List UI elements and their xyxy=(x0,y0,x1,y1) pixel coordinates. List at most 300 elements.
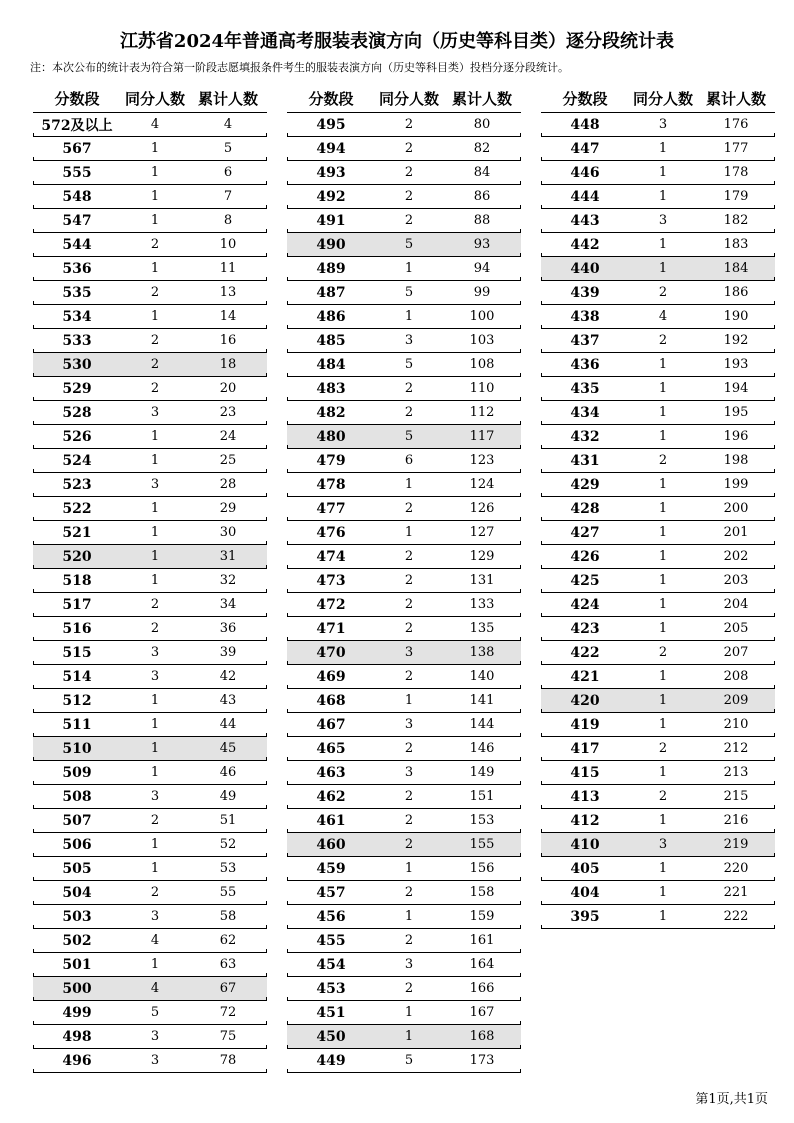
score-cell: 438 xyxy=(570,308,600,325)
same-count-cell: 1 xyxy=(404,1005,414,1020)
cumulative-cell: 7 xyxy=(223,189,233,204)
table-row xyxy=(33,161,267,185)
table-row xyxy=(541,353,775,377)
score-cell: 405 xyxy=(570,860,600,877)
score-cell: 455 xyxy=(316,932,346,949)
same-count-cell: 1 xyxy=(404,861,414,876)
cumulative-cell: 51 xyxy=(219,813,237,828)
same-count-cell: 2 xyxy=(404,813,414,828)
cumulative-cell: 14 xyxy=(219,309,237,324)
table-column-3 xyxy=(541,84,775,929)
same-count-cell: 1 xyxy=(150,837,160,852)
score-cell: 461 xyxy=(316,812,346,829)
same-count-cell: 1 xyxy=(404,309,414,324)
cumulative-cell: 183 xyxy=(723,237,749,252)
same-count-cell: 1 xyxy=(658,189,668,204)
score-cell: 440 xyxy=(570,260,600,277)
cumulative-cell: 186 xyxy=(723,285,749,300)
cumulative-cell: 124 xyxy=(469,477,495,492)
cumulative-cell: 178 xyxy=(723,165,749,180)
score-cell: 526 xyxy=(62,428,92,445)
same-count-cell: 1 xyxy=(150,189,160,204)
same-count-cell: 2 xyxy=(404,381,414,396)
table-row xyxy=(33,737,267,761)
same-count-cell: 1 xyxy=(658,405,668,420)
table-row xyxy=(541,137,775,161)
score-cell: 431 xyxy=(570,452,600,469)
cumulative-cell: 6 xyxy=(223,165,233,180)
score-cell: 510 xyxy=(62,740,92,757)
cumulative-cell: 110 xyxy=(469,381,495,396)
score-cell: 439 xyxy=(570,284,600,301)
score-cell: 435 xyxy=(570,380,600,397)
cumulative-cell: 177 xyxy=(723,141,749,156)
table-row xyxy=(33,641,267,665)
cumulative-cell: 141 xyxy=(469,693,495,708)
cumulative-cell: 219 xyxy=(723,837,749,852)
cumulative-cell: 100 xyxy=(469,309,495,324)
cumulative-cell: 39 xyxy=(219,645,237,660)
score-cell: 508 xyxy=(62,788,92,805)
same-count-cell: 2 xyxy=(150,597,160,612)
score-cell: 544 xyxy=(62,236,92,253)
same-count-cell: 1 xyxy=(658,525,668,540)
cumulative-cell: 108 xyxy=(469,357,495,372)
table-row xyxy=(541,737,775,761)
table-row xyxy=(287,1001,521,1025)
header-cumulative: 累计人数 xyxy=(451,89,512,108)
score-cell: 456 xyxy=(316,908,346,925)
cumulative-cell: 78 xyxy=(219,1053,237,1068)
score-cell: 479 xyxy=(316,452,346,469)
table-row xyxy=(33,377,267,401)
cumulative-cell: 164 xyxy=(469,957,495,972)
score-cell: 480 xyxy=(316,428,346,445)
same-count-cell: 1 xyxy=(658,477,668,492)
table-row xyxy=(287,473,521,497)
same-count-cell: 1 xyxy=(404,909,414,924)
score-cell: 451 xyxy=(316,1004,346,1021)
cumulative-cell: 209 xyxy=(723,693,749,708)
same-count-cell: 1 xyxy=(404,261,414,276)
table-row xyxy=(33,425,267,449)
score-cell: 454 xyxy=(316,956,346,973)
table-row xyxy=(287,593,521,617)
cumulative-cell: 44 xyxy=(219,717,237,732)
cumulative-cell: 210 xyxy=(723,717,749,732)
same-count-cell: 2 xyxy=(150,813,160,828)
table-row xyxy=(33,785,267,809)
cumulative-cell: 117 xyxy=(469,429,495,444)
table-row xyxy=(287,137,521,161)
cumulative-cell: 153 xyxy=(469,813,495,828)
table-row xyxy=(33,857,267,881)
table-row xyxy=(33,617,267,641)
same-count-cell: 1 xyxy=(658,813,668,828)
page-footer: 第1页,共1页 xyxy=(695,1092,768,1107)
table-row xyxy=(287,209,521,233)
score-cell: 459 xyxy=(316,860,346,877)
table-row xyxy=(287,809,521,833)
cumulative-cell: 52 xyxy=(219,837,237,852)
same-count-cell: 2 xyxy=(150,381,160,396)
cumulative-cell: 23 xyxy=(219,405,237,420)
same-count-cell: 4 xyxy=(150,981,160,996)
same-count-cell: 4 xyxy=(658,309,668,324)
score-cell: 429 xyxy=(570,476,600,493)
cumulative-cell: 138 xyxy=(469,645,495,660)
table-row xyxy=(33,185,267,209)
cumulative-cell: 159 xyxy=(469,909,495,924)
score-cell: 489 xyxy=(316,260,346,277)
table-row xyxy=(287,329,521,353)
table-row xyxy=(287,617,521,641)
table-row xyxy=(541,641,775,665)
same-count-cell: 1 xyxy=(150,141,160,156)
cumulative-cell: 176 xyxy=(723,117,749,132)
same-count-cell: 3 xyxy=(404,717,414,732)
score-cell: 494 xyxy=(316,140,346,157)
table-row xyxy=(33,473,267,497)
cumulative-cell: 199 xyxy=(723,477,749,492)
table-row xyxy=(287,953,521,977)
same-count-cell: 1 xyxy=(150,165,160,180)
table-row xyxy=(541,713,775,737)
score-cell: 427 xyxy=(570,524,600,541)
score-cell: 460 xyxy=(316,836,346,853)
table-row xyxy=(33,881,267,905)
cumulative-cell: 131 xyxy=(469,573,495,588)
table-row xyxy=(287,785,521,809)
cumulative-cell: 126 xyxy=(469,501,495,516)
same-count-cell: 2 xyxy=(404,669,414,684)
score-cell: 491 xyxy=(316,212,346,229)
cumulative-cell: 203 xyxy=(723,573,749,588)
cumulative-cell: 63 xyxy=(219,957,237,972)
cumulative-cell: 127 xyxy=(469,525,495,540)
cumulative-cell: 62 xyxy=(219,933,237,948)
cumulative-cell: 8 xyxy=(223,213,233,228)
cumulative-cell: 158 xyxy=(469,885,495,900)
same-count-cell: 5 xyxy=(404,1053,414,1068)
same-count-cell: 2 xyxy=(404,621,414,636)
same-count-cell: 2 xyxy=(150,621,160,636)
cumulative-cell: 149 xyxy=(469,765,495,780)
score-cell: 534 xyxy=(62,308,92,325)
same-count-cell: 1 xyxy=(658,909,668,924)
score-cell: 536 xyxy=(62,260,92,277)
cumulative-cell: 5 xyxy=(223,141,233,156)
table-row xyxy=(33,593,267,617)
same-count-cell: 1 xyxy=(658,357,668,372)
same-count-cell: 2 xyxy=(150,333,160,348)
score-cell: 432 xyxy=(570,428,600,445)
table-row xyxy=(541,785,775,809)
score-cell: 457 xyxy=(316,884,346,901)
same-count-cell: 3 xyxy=(404,957,414,972)
cumulative-cell: 222 xyxy=(723,909,749,924)
same-count-cell: 1 xyxy=(404,477,414,492)
table-row xyxy=(541,521,775,545)
cumulative-cell: 25 xyxy=(219,453,237,468)
score-cell: 419 xyxy=(570,716,600,733)
same-count-cell: 1 xyxy=(658,669,668,684)
cumulative-cell: 67 xyxy=(219,981,237,996)
same-count-cell: 1 xyxy=(150,957,160,972)
score-cell: 463 xyxy=(316,764,346,781)
same-count-cell: 2 xyxy=(404,189,414,204)
cumulative-cell: 182 xyxy=(723,213,749,228)
same-count-cell: 2 xyxy=(658,333,668,348)
score-cell: 516 xyxy=(62,620,92,637)
table-row xyxy=(33,209,267,233)
same-count-cell: 1 xyxy=(658,885,668,900)
same-count-cell: 3 xyxy=(150,645,160,660)
cumulative-cell: 28 xyxy=(219,477,237,492)
same-count-cell: 1 xyxy=(150,861,160,876)
cumulative-cell: 43 xyxy=(219,693,237,708)
same-count-cell: 1 xyxy=(150,261,160,276)
same-count-cell: 5 xyxy=(404,285,414,300)
cumulative-cell: 4 xyxy=(223,117,233,132)
score-cell: 509 xyxy=(62,764,92,781)
cumulative-cell: 112 xyxy=(469,405,495,420)
same-count-cell: 3 xyxy=(658,117,668,132)
header-cumulative: 累计人数 xyxy=(197,89,258,108)
cumulative-cell: 155 xyxy=(469,837,495,852)
score-cell: 453 xyxy=(316,980,346,997)
score-cell: 476 xyxy=(316,524,346,541)
table-row xyxy=(287,377,521,401)
header-score: 分数段 xyxy=(54,89,100,108)
table-row xyxy=(541,761,775,785)
header-same-count: 同分人数 xyxy=(378,89,439,108)
score-cell: 436 xyxy=(570,356,600,373)
same-count-cell: 2 xyxy=(658,645,668,660)
same-count-cell: 3 xyxy=(150,405,160,420)
same-count-cell: 3 xyxy=(658,213,668,228)
table-row xyxy=(541,281,775,305)
score-cell: 471 xyxy=(316,620,346,637)
score-cell: 485 xyxy=(316,332,346,349)
cumulative-cell: 20 xyxy=(219,381,237,396)
cumulative-cell: 196 xyxy=(723,429,749,444)
same-count-cell: 2 xyxy=(404,981,414,996)
score-cell: 415 xyxy=(570,764,600,781)
cumulative-cell: 167 xyxy=(469,1005,495,1020)
header-same-count: 同分人数 xyxy=(124,89,185,108)
table-row xyxy=(33,833,267,857)
same-count-cell: 1 xyxy=(150,309,160,324)
cumulative-cell: 75 xyxy=(219,1029,237,1044)
table-row xyxy=(33,233,267,257)
same-count-cell: 2 xyxy=(404,213,414,228)
score-cell: 528 xyxy=(62,404,92,421)
same-count-cell: 1 xyxy=(658,165,668,180)
table-row xyxy=(33,449,267,473)
score-cell: 535 xyxy=(62,284,92,301)
header-cumulative: 累计人数 xyxy=(705,89,766,108)
cumulative-cell: 208 xyxy=(723,669,749,684)
score-cell: 487 xyxy=(316,284,346,301)
table-body xyxy=(287,113,521,1073)
table-row xyxy=(33,665,267,689)
score-cell: 503 xyxy=(62,908,92,925)
same-count-cell: 1 xyxy=(150,717,160,732)
cumulative-cell: 161 xyxy=(469,933,495,948)
cumulative-cell: 144 xyxy=(469,717,495,732)
table-row xyxy=(541,617,775,641)
score-cell: 449 xyxy=(316,1052,346,1069)
table-row xyxy=(287,161,521,185)
table-row xyxy=(287,713,521,737)
cumulative-cell: 82 xyxy=(473,141,491,156)
same-count-cell: 3 xyxy=(150,909,160,924)
same-count-cell: 1 xyxy=(150,573,160,588)
table-row xyxy=(287,305,521,329)
same-count-cell: 2 xyxy=(404,885,414,900)
same-count-cell: 2 xyxy=(404,933,414,948)
score-cell: 473 xyxy=(316,572,346,589)
table-row xyxy=(287,569,521,593)
same-count-cell: 2 xyxy=(404,165,414,180)
score-cell: 506 xyxy=(62,836,92,853)
same-count-cell: 5 xyxy=(150,1005,160,1020)
table-row xyxy=(287,185,521,209)
table-row xyxy=(541,809,775,833)
cumulative-cell: 45 xyxy=(219,741,237,756)
score-cell: 395 xyxy=(570,908,600,925)
same-count-cell: 1 xyxy=(658,261,668,276)
cumulative-cell: 18 xyxy=(219,357,237,372)
cumulative-cell: 36 xyxy=(219,621,237,636)
table-row xyxy=(33,257,267,281)
score-cell: 512 xyxy=(62,692,92,709)
cumulative-cell: 146 xyxy=(469,741,495,756)
cumulative-cell: 42 xyxy=(219,669,237,684)
same-count-cell: 1 xyxy=(658,549,668,564)
page-title: 江苏省2024年普通高考服装表演方向（历史等科目类）逐分段统计表 xyxy=(119,31,675,52)
same-count-cell: 2 xyxy=(658,789,668,804)
table-header xyxy=(287,84,521,113)
table-row xyxy=(33,929,267,953)
cumulative-cell: 207 xyxy=(723,645,749,660)
table-row xyxy=(541,233,775,257)
cumulative-cell: 86 xyxy=(473,189,491,204)
same-count-cell: 1 xyxy=(658,429,668,444)
cumulative-cell: 30 xyxy=(219,525,237,540)
same-count-cell: 3 xyxy=(150,669,160,684)
score-cell: 423 xyxy=(570,620,600,637)
table-row xyxy=(287,521,521,545)
cumulative-cell: 16 xyxy=(219,333,237,348)
table-row xyxy=(287,497,521,521)
score-cell: 496 xyxy=(62,1052,92,1069)
table-row xyxy=(287,233,521,257)
score-cell: 478 xyxy=(316,476,346,493)
same-count-cell: 1 xyxy=(404,1029,414,1044)
cumulative-cell: 204 xyxy=(723,597,749,612)
cumulative-cell: 215 xyxy=(723,789,749,804)
table-row xyxy=(287,281,521,305)
table-row xyxy=(287,353,521,377)
score-cell: 518 xyxy=(62,572,92,589)
cumulative-cell: 80 xyxy=(473,117,491,132)
table-row xyxy=(33,281,267,305)
score-cell: 504 xyxy=(62,884,92,901)
score-cell: 462 xyxy=(316,788,346,805)
table-row xyxy=(541,665,775,689)
same-count-cell: 2 xyxy=(404,549,414,564)
score-cell: 555 xyxy=(62,164,92,181)
cumulative-cell: 99 xyxy=(473,285,491,300)
same-count-cell: 1 xyxy=(404,525,414,540)
header-score: 分数段 xyxy=(562,89,608,108)
same-count-cell: 3 xyxy=(404,765,414,780)
table-row xyxy=(287,113,521,137)
table-row xyxy=(287,905,521,929)
score-cell: 417 xyxy=(570,740,600,757)
same-count-cell: 3 xyxy=(658,837,668,852)
table-row xyxy=(287,257,521,281)
same-count-cell: 1 xyxy=(658,237,668,252)
table-column-2 xyxy=(287,84,521,1073)
table-row xyxy=(287,857,521,881)
score-cell: 517 xyxy=(62,596,92,613)
score-cell: 498 xyxy=(62,1028,92,1045)
score-cell: 507 xyxy=(62,812,92,829)
score-cell: 548 xyxy=(62,188,92,205)
same-count-cell: 4 xyxy=(150,117,160,132)
score-cell: 492 xyxy=(316,188,346,205)
table-row xyxy=(541,569,775,593)
same-count-cell: 1 xyxy=(150,525,160,540)
table-body xyxy=(33,113,267,1073)
table-row xyxy=(287,401,521,425)
cumulative-cell: 205 xyxy=(723,621,749,636)
cumulative-cell: 200 xyxy=(723,501,749,516)
score-cell: 470 xyxy=(316,644,346,661)
table-row xyxy=(541,185,775,209)
cumulative-cell: 46 xyxy=(219,765,237,780)
score-cell: 547 xyxy=(62,212,92,229)
cumulative-cell: 24 xyxy=(219,429,237,444)
same-count-cell: 1 xyxy=(150,765,160,780)
table-row xyxy=(541,161,775,185)
table-row xyxy=(541,305,775,329)
table-row xyxy=(287,1049,521,1073)
same-count-cell: 1 xyxy=(658,693,668,708)
table-row xyxy=(541,209,775,233)
same-count-cell: 2 xyxy=(658,741,668,756)
table-row xyxy=(33,353,267,377)
score-cell: 448 xyxy=(570,116,600,133)
same-count-cell: 1 xyxy=(658,381,668,396)
cumulative-cell: 103 xyxy=(469,333,495,348)
score-cell: 486 xyxy=(316,308,346,325)
cumulative-cell: 179 xyxy=(723,189,749,204)
same-count-cell: 3 xyxy=(150,789,160,804)
table-row xyxy=(33,809,267,833)
same-count-cell: 1 xyxy=(658,717,668,732)
same-count-cell: 2 xyxy=(404,501,414,516)
same-count-cell: 5 xyxy=(404,237,414,252)
same-count-cell: 1 xyxy=(150,453,160,468)
same-count-cell: 2 xyxy=(658,453,668,468)
cumulative-cell: 88 xyxy=(473,213,491,228)
cumulative-cell: 190 xyxy=(723,309,749,324)
same-count-cell: 5 xyxy=(404,429,414,444)
